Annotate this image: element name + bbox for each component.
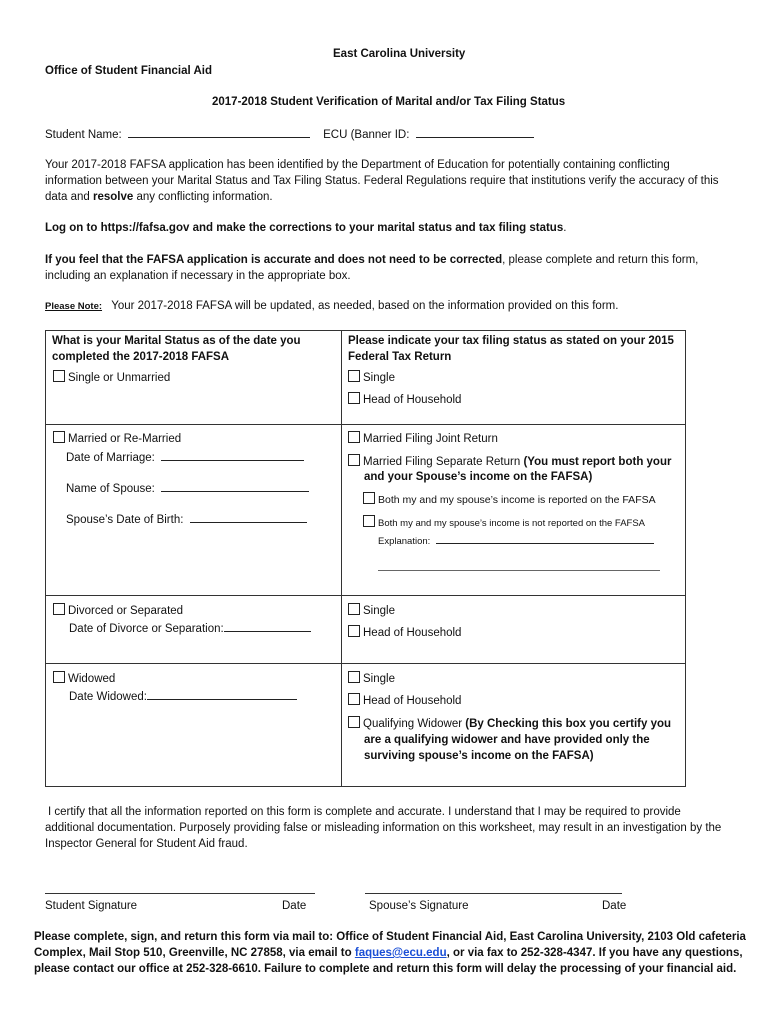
- row1-tax-single-option[interactable]: [348, 370, 395, 384]
- row3-single-checkbox[interactable]: [348, 603, 360, 615]
- marital-header-line1: What is your Marital Status as of the date you: [52, 335, 301, 347]
- separate-return-label: Married Filing Separate Return: [363, 456, 521, 468]
- footer-line-3: please contact our office at 252-328-6610. Failure to complete and return this form will delay the processing of your financial aid.: [34, 963, 737, 975]
- accurate-instruction-bold: If you feel that the FAFSA application is accurate and does not need to be corrected: [45, 254, 503, 266]
- married-option[interactable]: [53, 431, 181, 445]
- qualifying-note1: (By Checking this box you certify you: [465, 718, 672, 730]
- intro-paragraph: [45, 157, 725, 205]
- widowed-date-field[interactable]: [147, 689, 297, 700]
- student-date-label: Date: [282, 900, 307, 912]
- qualifying-note3: surviving spouse’s income on the FAFSA): [364, 750, 594, 762]
- divorced-option[interactable]: [53, 603, 183, 617]
- intro-text-end: any conflicting information.: [133, 191, 273, 203]
- both-reported-checkbox[interactable]: [363, 492, 375, 504]
- row3-hoh-label: Head of Household: [363, 627, 462, 639]
- ecu-id-field[interactable]: [416, 127, 534, 138]
- not-reported-option[interactable]: [363, 515, 645, 529]
- divorce-date-row: [69, 621, 311, 635]
- widowed-checkbox[interactable]: [53, 671, 65, 683]
- joint-return-option[interactable]: [348, 431, 498, 445]
- footer-line2-start: Complex, Mail Stop 510, Greenville, NC 27858, via email to: [34, 947, 355, 959]
- row1-hoh-checkbox[interactable]: [348, 392, 360, 404]
- marriage-date-field[interactable]: [161, 450, 304, 461]
- not-reported-label: Both my and my spouse’s income is not reported on the FAFSA: [378, 518, 646, 529]
- married-checkbox[interactable]: [53, 431, 65, 443]
- separate-return-note1: (You must report both your: [523, 456, 672, 468]
- spouse-signature-label: Spouse’s Signature: [369, 900, 469, 912]
- form-title: 2017-2018 Student Verification of Marital and/or Tax Filing Status: [212, 96, 566, 108]
- row4-hoh-checkbox[interactable]: [348, 693, 360, 705]
- spouse-date-label: Date: [602, 900, 627, 912]
- footer-line-2: [34, 947, 743, 959]
- footer-line2-end: , or via fax to 252-328-4347. If you have any questions,: [446, 947, 743, 959]
- fafsa-instruction-end: .: [563, 222, 567, 234]
- certification-text: I certify that all the information reported on this form is complete and accurate. I understand that I may be required to provide additional documentation. Purposely providing false or misleading information on this worksheet, may result in an investigation by the Inspector General for Student Aid fraud.: [45, 806, 722, 850]
- separate-return-note2: and your Spouse’s income on the FAFSA): [364, 471, 593, 483]
- row4-hoh-label: Head of Household: [363, 695, 462, 707]
- single-unmarried-option[interactable]: [53, 370, 170, 384]
- spouse-dob-row: [66, 512, 307, 526]
- tax-header-line2: Federal Tax Return: [348, 351, 452, 363]
- both-reported-option[interactable]: [363, 492, 656, 506]
- joint-return-checkbox[interactable]: [348, 431, 360, 443]
- please-note: [45, 300, 618, 312]
- student-signature-label: Student Signature: [45, 900, 138, 912]
- qualifying-widower-option[interactable]: [348, 716, 671, 730]
- row4-single-label: Single: [363, 673, 395, 685]
- fafsa-instruction: [45, 220, 725, 236]
- spouse-signature-line[interactable]: [365, 893, 622, 894]
- married-label: Married or Re-Married: [68, 433, 182, 445]
- row3-hoh-option[interactable]: [348, 625, 461, 639]
- tax-column-header: [348, 333, 674, 365]
- not-reported-checkbox[interactable]: [363, 515, 375, 527]
- spouse-name-field[interactable]: [161, 481, 309, 492]
- widowed-date-label: Date Widowed:: [69, 691, 147, 703]
- divorce-date-label: Date of Divorce or Separation:: [69, 623, 224, 635]
- divorce-date-field[interactable]: [224, 621, 311, 632]
- divorced-label: Divorced or Separated: [68, 605, 184, 617]
- marriage-date-row: [66, 450, 304, 464]
- explanation-field[interactable]: [436, 533, 654, 544]
- email-link[interactable]: faques@ecu.edu: [354, 947, 447, 959]
- spouse-name-label: Name of Spouse:: [66, 483, 155, 495]
- student-name-label: Student Name:: [45, 129, 122, 141]
- qualifying-note2: are a qualifying widower and have provided only the: [364, 734, 650, 746]
- spouse-name-row: [66, 481, 309, 495]
- marital-header-line2: completed the 2017-2018 FAFSA: [52, 351, 230, 363]
- please-note-text: Your 2017-2018 FAFSA will be updated, as needed, based on the information provided on this form.: [111, 300, 619, 312]
- row3-hoh-checkbox[interactable]: [348, 625, 360, 637]
- office-name: Office of Student Financial Aid: [45, 65, 212, 77]
- qualifying-widower-label: Qualifying Widower: [363, 718, 463, 730]
- accurate-instruction: [45, 252, 725, 284]
- please-note-label: Please Note:: [45, 301, 103, 312]
- row4-hoh-option[interactable]: [348, 693, 461, 707]
- explanation-row: [378, 533, 654, 547]
- row3-single-label: Single: [363, 605, 395, 617]
- ecu-id-label: ECU (Banner ID:: [323, 129, 410, 141]
- single-unmarried-checkbox[interactable]: [53, 370, 65, 382]
- row1-hoh-label: Head of Household: [363, 394, 462, 406]
- divorced-checkbox[interactable]: [53, 603, 65, 615]
- row4-single-option[interactable]: [348, 671, 395, 685]
- qualifying-widower-checkbox[interactable]: [348, 716, 360, 728]
- row3-single-option[interactable]: [348, 603, 395, 617]
- row1-single-checkbox[interactable]: [348, 370, 360, 382]
- widowed-label: Widowed: [68, 673, 116, 685]
- separate-return-checkbox[interactable]: [348, 454, 360, 466]
- both-reported-label: Both my and my spouse’s income is reported on the FAFSA: [378, 494, 656, 506]
- accurate-instruction-end: , please complete and return this form, including an explanation if necessary in the appropriate box.: [45, 254, 699, 282]
- explanation-line-2[interactable]: [378, 570, 660, 571]
- separate-return-option[interactable]: [348, 454, 671, 468]
- joint-return-label: Married Filing Joint Return: [363, 433, 498, 445]
- marriage-date-label: Date of Marriage:: [66, 452, 155, 464]
- marital-column-header: [52, 333, 301, 365]
- footer-line-1: Please complete, sign, and return this form via mail to: Office of Student Financial Aid, East Carolina University, 2103 Old cafeteria: [34, 931, 746, 943]
- widowed-date-row: [69, 689, 297, 703]
- student-name-row: [45, 127, 534, 141]
- intro-resolve: resolve: [92, 191, 134, 203]
- tax-header-line1: Please indicate your tax filing status as stated on your 2015: [348, 335, 674, 347]
- intro-text: Your 2017-2018 FAFSA application has been identified by the Department of Education for potentially containing conflicting information between your Marital Status and Tax Filing Status. Federal Regulations require that institutions verify the accuracy of this data and: [45, 159, 719, 203]
- row1-tax-hoh-option[interactable]: [348, 392, 461, 406]
- fafsa-instruction-bold: Log on to https://fafsa.gov and make the corrections to your marital status and tax filing status: [45, 222, 564, 234]
- single-unmarried-label: Single or Unmarried: [68, 372, 171, 384]
- row4-single-checkbox[interactable]: [348, 671, 360, 683]
- widowed-option[interactable]: [53, 671, 115, 685]
- student-signature-line[interactable]: [45, 893, 315, 894]
- spouse-dob-label: Spouse’s Date of Birth:: [66, 514, 184, 526]
- explanation-label: Explanation:: [378, 536, 431, 547]
- student-name-field[interactable]: [128, 127, 310, 138]
- university-name: East Carolina University: [333, 48, 466, 60]
- row1-single-label: Single: [363, 372, 395, 384]
- spouse-dob-field[interactable]: [190, 512, 307, 523]
